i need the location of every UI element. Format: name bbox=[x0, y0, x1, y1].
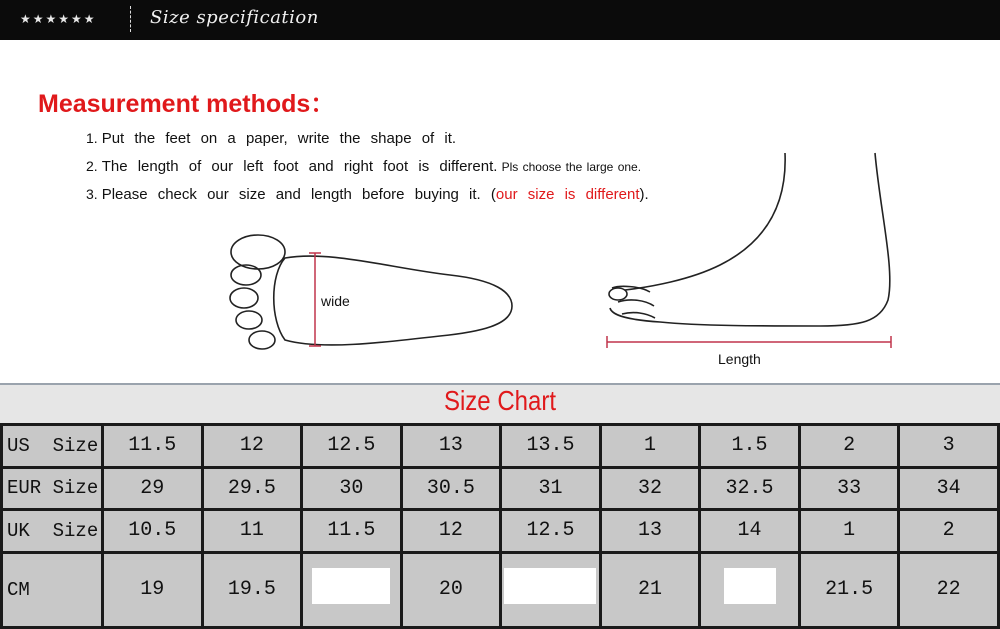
size-cell: 10.5 bbox=[103, 510, 203, 553]
blank-cell-patch bbox=[724, 568, 776, 604]
row-label: UK Size bbox=[2, 510, 103, 553]
size-cell: 2 bbox=[799, 425, 899, 468]
size-cell: 30 bbox=[302, 467, 402, 510]
blank-cell-patch bbox=[312, 568, 390, 604]
size-cell: 12 bbox=[401, 510, 501, 553]
size-cell: 22 bbox=[899, 552, 999, 627]
step-number: 2. bbox=[86, 158, 98, 174]
step-end: ). bbox=[639, 186, 649, 203]
size-cell: 11 bbox=[202, 510, 302, 553]
size-cell: 13 bbox=[401, 425, 501, 468]
size-cell: 13.5 bbox=[501, 425, 601, 468]
size-cell: 11.5 bbox=[302, 510, 402, 553]
size-cell: 11.5 bbox=[103, 425, 203, 468]
size-cell: 12 bbox=[202, 425, 302, 468]
size-cell: 20 bbox=[401, 552, 501, 627]
size-cell: 21 bbox=[600, 552, 700, 627]
size-chart-title: Size Chart bbox=[443, 385, 557, 417]
blank-cell-patch bbox=[504, 568, 596, 604]
size-cell: 3 bbox=[899, 425, 999, 468]
size-cell bbox=[501, 552, 601, 627]
table-row bbox=[2, 510, 999, 553]
foot-sole-icon bbox=[230, 235, 512, 349]
step-number: 1. bbox=[86, 130, 98, 146]
size-cell: 1 bbox=[600, 425, 700, 468]
length-measure-marker bbox=[607, 336, 891, 348]
size-cell: 32.5 bbox=[700, 467, 800, 510]
size-cell: 29 bbox=[103, 467, 203, 510]
step-note: Pls choose the large one. bbox=[501, 160, 642, 174]
size-cell: 31 bbox=[501, 467, 601, 510]
size-cell: 14 bbox=[700, 510, 800, 553]
size-cell: 32 bbox=[600, 467, 700, 510]
size-cell bbox=[302, 552, 402, 627]
decorative-stars: ★★★★★★ bbox=[20, 12, 97, 26]
length-label: Length bbox=[718, 351, 761, 367]
wide-label: wide bbox=[321, 293, 350, 309]
table-row bbox=[2, 552, 999, 627]
measurement-heading: Measurement methods： bbox=[38, 90, 336, 118]
size-table bbox=[0, 423, 1000, 629]
step-number: 3. bbox=[86, 186, 98, 202]
row-label: US Size bbox=[2, 425, 103, 468]
size-cell: 34 bbox=[899, 467, 999, 510]
size-cell: 30.5 bbox=[401, 467, 501, 510]
row-label: EUR Size bbox=[2, 467, 103, 510]
size-cell: 19.5 bbox=[202, 552, 302, 627]
size-cell: 33 bbox=[799, 467, 899, 510]
banner-title: Size specification bbox=[150, 7, 319, 28]
step-text: Put the feet on a paper, write the shape of it. bbox=[101, 130, 457, 147]
size-cell: 21.5 bbox=[799, 552, 899, 627]
table-row bbox=[2, 467, 999, 510]
size-cell: 19 bbox=[103, 552, 203, 627]
row-label: CM bbox=[2, 552, 103, 627]
wide-measure-marker bbox=[309, 253, 321, 346]
foot-side-icon bbox=[609, 153, 890, 326]
size-cell: 1.5 bbox=[700, 425, 800, 468]
size-cell bbox=[700, 552, 800, 627]
size-cell: 12.5 bbox=[302, 425, 402, 468]
step-warning: our size is different bbox=[495, 186, 640, 203]
step-text: The length of our left foot and right foot is different. bbox=[101, 158, 498, 175]
table-row bbox=[2, 425, 999, 468]
size-cell: 12.5 bbox=[501, 510, 601, 553]
size-cell: 1 bbox=[799, 510, 899, 553]
size-cell: 2 bbox=[899, 510, 999, 553]
step-text: Please check our size and length before buying it. ( bbox=[101, 186, 496, 203]
size-cell: 29.5 bbox=[202, 467, 302, 510]
size-cell: 13 bbox=[600, 510, 700, 553]
